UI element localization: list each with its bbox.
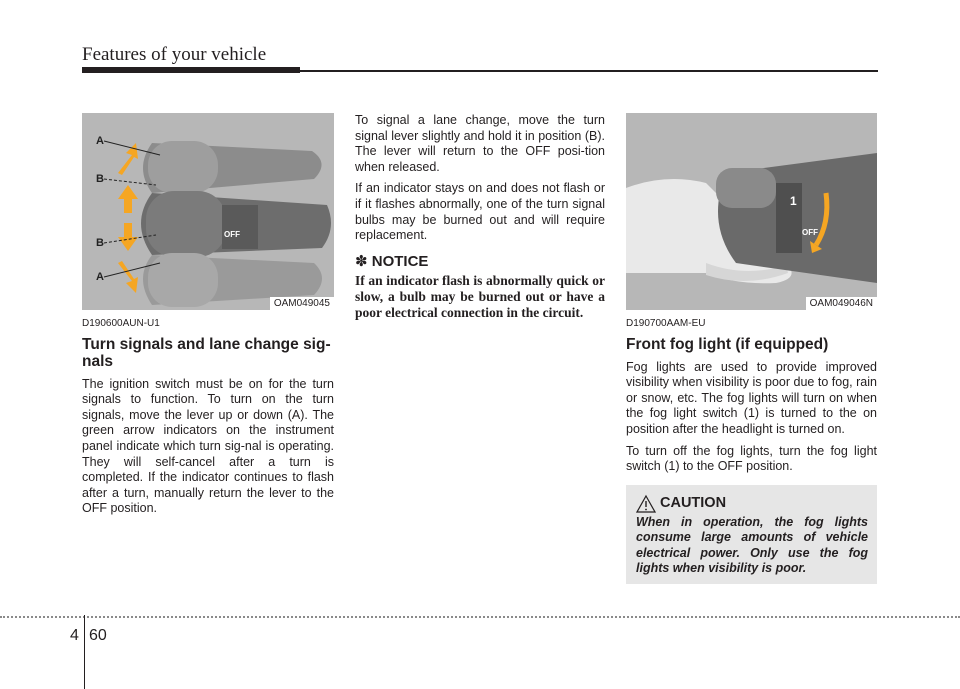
- caution-body: When in operation, the fog lights consume large amounts of vehicle electrical power. Only use the fog lights when visibility is poor.: [636, 515, 868, 576]
- label-a-top: A: [96, 135, 104, 147]
- figure-code: OAM049046N: [806, 297, 877, 310]
- turn-signal-illustration: [82, 113, 334, 310]
- fog-light-figure: [626, 113, 877, 310]
- fog-off-label: OFF: [802, 228, 818, 237]
- header-rule: [82, 67, 300, 73]
- label-b-top: B: [96, 173, 104, 185]
- footer-divider: [84, 615, 85, 689]
- section-title: Turn signals and lane change sig-nals: [82, 335, 331, 370]
- caution-box: [626, 485, 877, 584]
- switch-off-label: OFF: [224, 230, 240, 239]
- footer-rule: [0, 616, 960, 618]
- section-code: D190700AAM-EU: [626, 318, 706, 329]
- fog-light-section: [626, 316, 877, 481]
- page-header-title: Features of your vehicle: [82, 44, 267, 65]
- turn-signal-figure: [82, 113, 334, 310]
- fog-light-paragraph: Fog lights are used to provide improved visibility when visibility is poor due to fog, rain or snow, etc. The fog lights will turn on when the fog light switch (1) is turned to the on position after the headlight is turned on.: [626, 359, 877, 436]
- notice-body: If an indicator flash is abnormally quick or slow, a bulb may be burned out or have a poor electrical connection in the circuit.: [355, 273, 605, 320]
- caution-title: CAUTION: [660, 495, 727, 511]
- chapter-number: 4: [70, 627, 79, 644]
- label-b-bottom: B: [96, 237, 104, 249]
- page-number: 60: [89, 627, 107, 644]
- fog-light-off-paragraph: To turn off the fog lights, turn the fog light switch (1) to the OFF position.: [626, 443, 877, 474]
- lane-change-section: [355, 113, 605, 321]
- position-1-label: 1: [790, 194, 797, 208]
- section-code: D190600AUN-U1: [82, 318, 160, 329]
- fog-light-illustration: [626, 113, 877, 310]
- turn-signal-section: [82, 316, 334, 523]
- turn-signal-paragraph: The ignition switch must be on for the turn signals to function. To turn on the turn signals, move the lever up or down (A). The green arrow indicators on the instrument panel indicate which turn sig-nal is operating. They will self-cancel after a turn is completed. If the indicator continues to flash after a turn, manually return the lever to the OFF position.: [82, 376, 334, 516]
- warning-triangle-icon: [636, 493, 656, 515]
- indicator-paragraph: If an indicator stays on and does not flash or if it flashes abnormally, one of the turn signal bulbs may be burned out and will require replacement.: [355, 181, 605, 243]
- notice-title: ✽ NOTICE: [355, 252, 429, 270]
- lane-change-paragraph: To signal a lane change, move the turn signal lever slightly and hold it in position (B). The lever will return to the OFF posi-tion when released.: [355, 113, 605, 174]
- label-a-bottom: A: [96, 271, 104, 283]
- section-title: Front fog light (if equipped): [626, 335, 829, 353]
- figure-code: OAM049045: [270, 297, 334, 310]
- header-rule-thin: [300, 70, 878, 72]
